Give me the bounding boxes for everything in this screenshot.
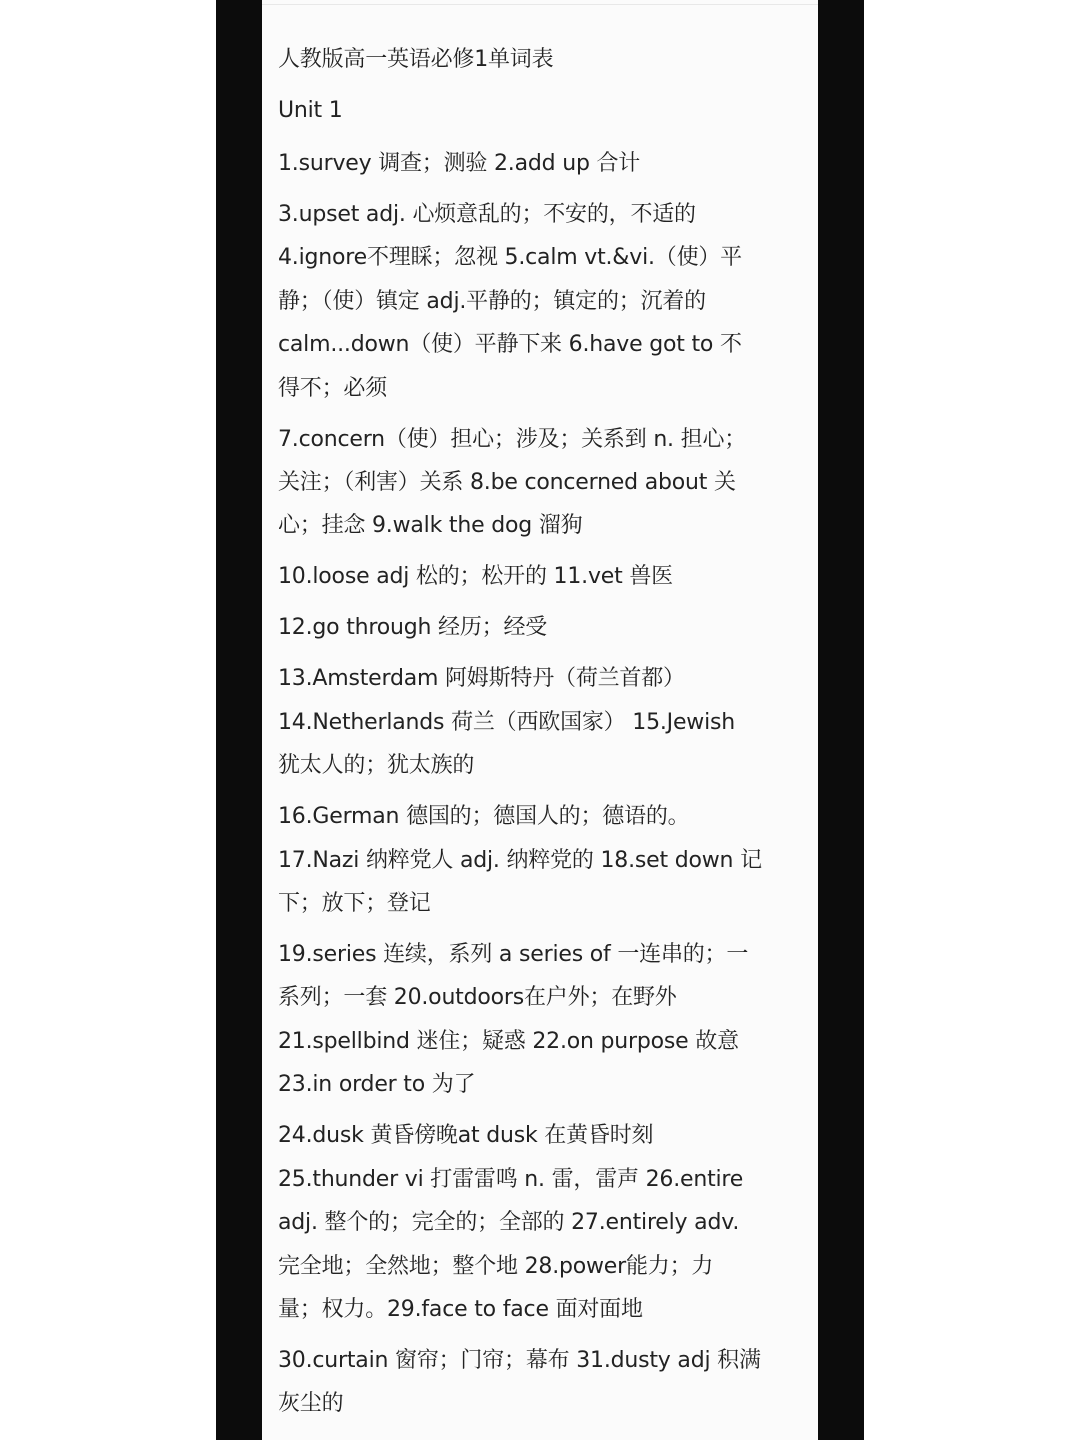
- vocab-line: 犹太人的；犹太族的: [278, 753, 475, 779]
- vocab-line: 下；放下；登记: [278, 891, 431, 917]
- vocab-line: 13.Amsterdam 阿姆斯特丹（荷兰首都）: [278, 666, 685, 692]
- document-page[interactable]: [262, 0, 818, 1440]
- vocab-line: 19.series 连续，系列 a series of 一连串的；一: [278, 942, 749, 968]
- vocab-paragraph: [278, 933, 808, 1107]
- vocab-line: 12.go through 经历；经受: [278, 615, 548, 641]
- vocab-line: 4.ignore不理睬；忽视 5.calm vt.&vi.（使）平: [278, 245, 742, 271]
- vocab-line: 1.survey 调查；测验 2.add up 合计: [278, 151, 641, 176]
- vocab-line: 25.thunder vi 打雷雷鸣 n. 雷，雷声 26.entire: [278, 1166, 744, 1192]
- vocab-line: 7.concern（使）担心；涉及；关系到 n. 担心；: [278, 426, 747, 452]
- vocab-paragraph: [278, 1114, 808, 1331]
- vocab-line: 14.Netherlands 荷兰（西欧国家） 15.Jewish: [278, 709, 736, 735]
- unit-heading: Unit 1: [278, 98, 343, 123]
- vocab-line: 关注；（利害）关系 8.be concerned about 关: [278, 470, 736, 496]
- vocab-line: 系列；一套 20.outdoors在户外；在野外: [278, 985, 677, 1011]
- vocab-line: 3.upset adj. 心烦意乱的；不安的，不适的: [278, 202, 696, 227]
- document-heading: 人教版高一英语必修1单词表: [278, 47, 554, 72]
- vocab-line: calm...down（使）平静下来 6.have got to 不: [278, 332, 742, 358]
- vocab-line: 得不；必须: [278, 375, 388, 401]
- vocab-line: 灰尘的: [278, 1391, 344, 1417]
- vocab-paragraph: [278, 795, 808, 925]
- vocab-paragraph: [278, 1339, 808, 1426]
- vocab-line: 10.loose adj 松的；松开的 11.vet 兽医: [278, 564, 673, 590]
- vocab-paragraph: [278, 555, 808, 598]
- document-content: [278, 40, 808, 1433]
- vocab-line: 21.spellbind 迷住；疑惑 22.on purpose 故意: [278, 1028, 739, 1054]
- vocabulary-list: [278, 142, 808, 1426]
- vocab-line: 完全地；全然地；整个地 28.power能力；力: [278, 1253, 714, 1279]
- vocab-line: adj. 整个的；完全的；全部的 27.entirely adv.: [278, 1210, 740, 1236]
- vocab-line: 30.curtain 窗帘；门帘；幕布 31.dusty adj 积满: [278, 1347, 761, 1373]
- vocab-line: 静；（使）镇定 adj.平静的；镇定的；沉着的: [278, 288, 706, 314]
- vocab-paragraph: [278, 142, 808, 185]
- vocab-line: 16.German 德国的；德国人的；德语的。: [278, 804, 690, 830]
- vocab-paragraph: [278, 418, 808, 548]
- vocab-paragraph: [278, 657, 808, 787]
- vocab-line: 24.dusk 黄昏傍晚at dusk 在黄昏时刻: [278, 1123, 654, 1149]
- vocab-line: 23.in order to 为了: [278, 1072, 476, 1098]
- vocab-paragraph: [278, 606, 808, 649]
- vocab-line: 心；挂念 9.walk the dog 溜狗: [278, 513, 583, 539]
- vocab-line: 量；权力。29.face to face 面对面地: [278, 1296, 643, 1322]
- vocab-line: 17.Nazi 纳粹党人 adj. 纳粹党的 18.set down 记: [278, 847, 762, 873]
- top-divider: [262, 4, 818, 5]
- vocab-paragraph: [278, 193, 808, 410]
